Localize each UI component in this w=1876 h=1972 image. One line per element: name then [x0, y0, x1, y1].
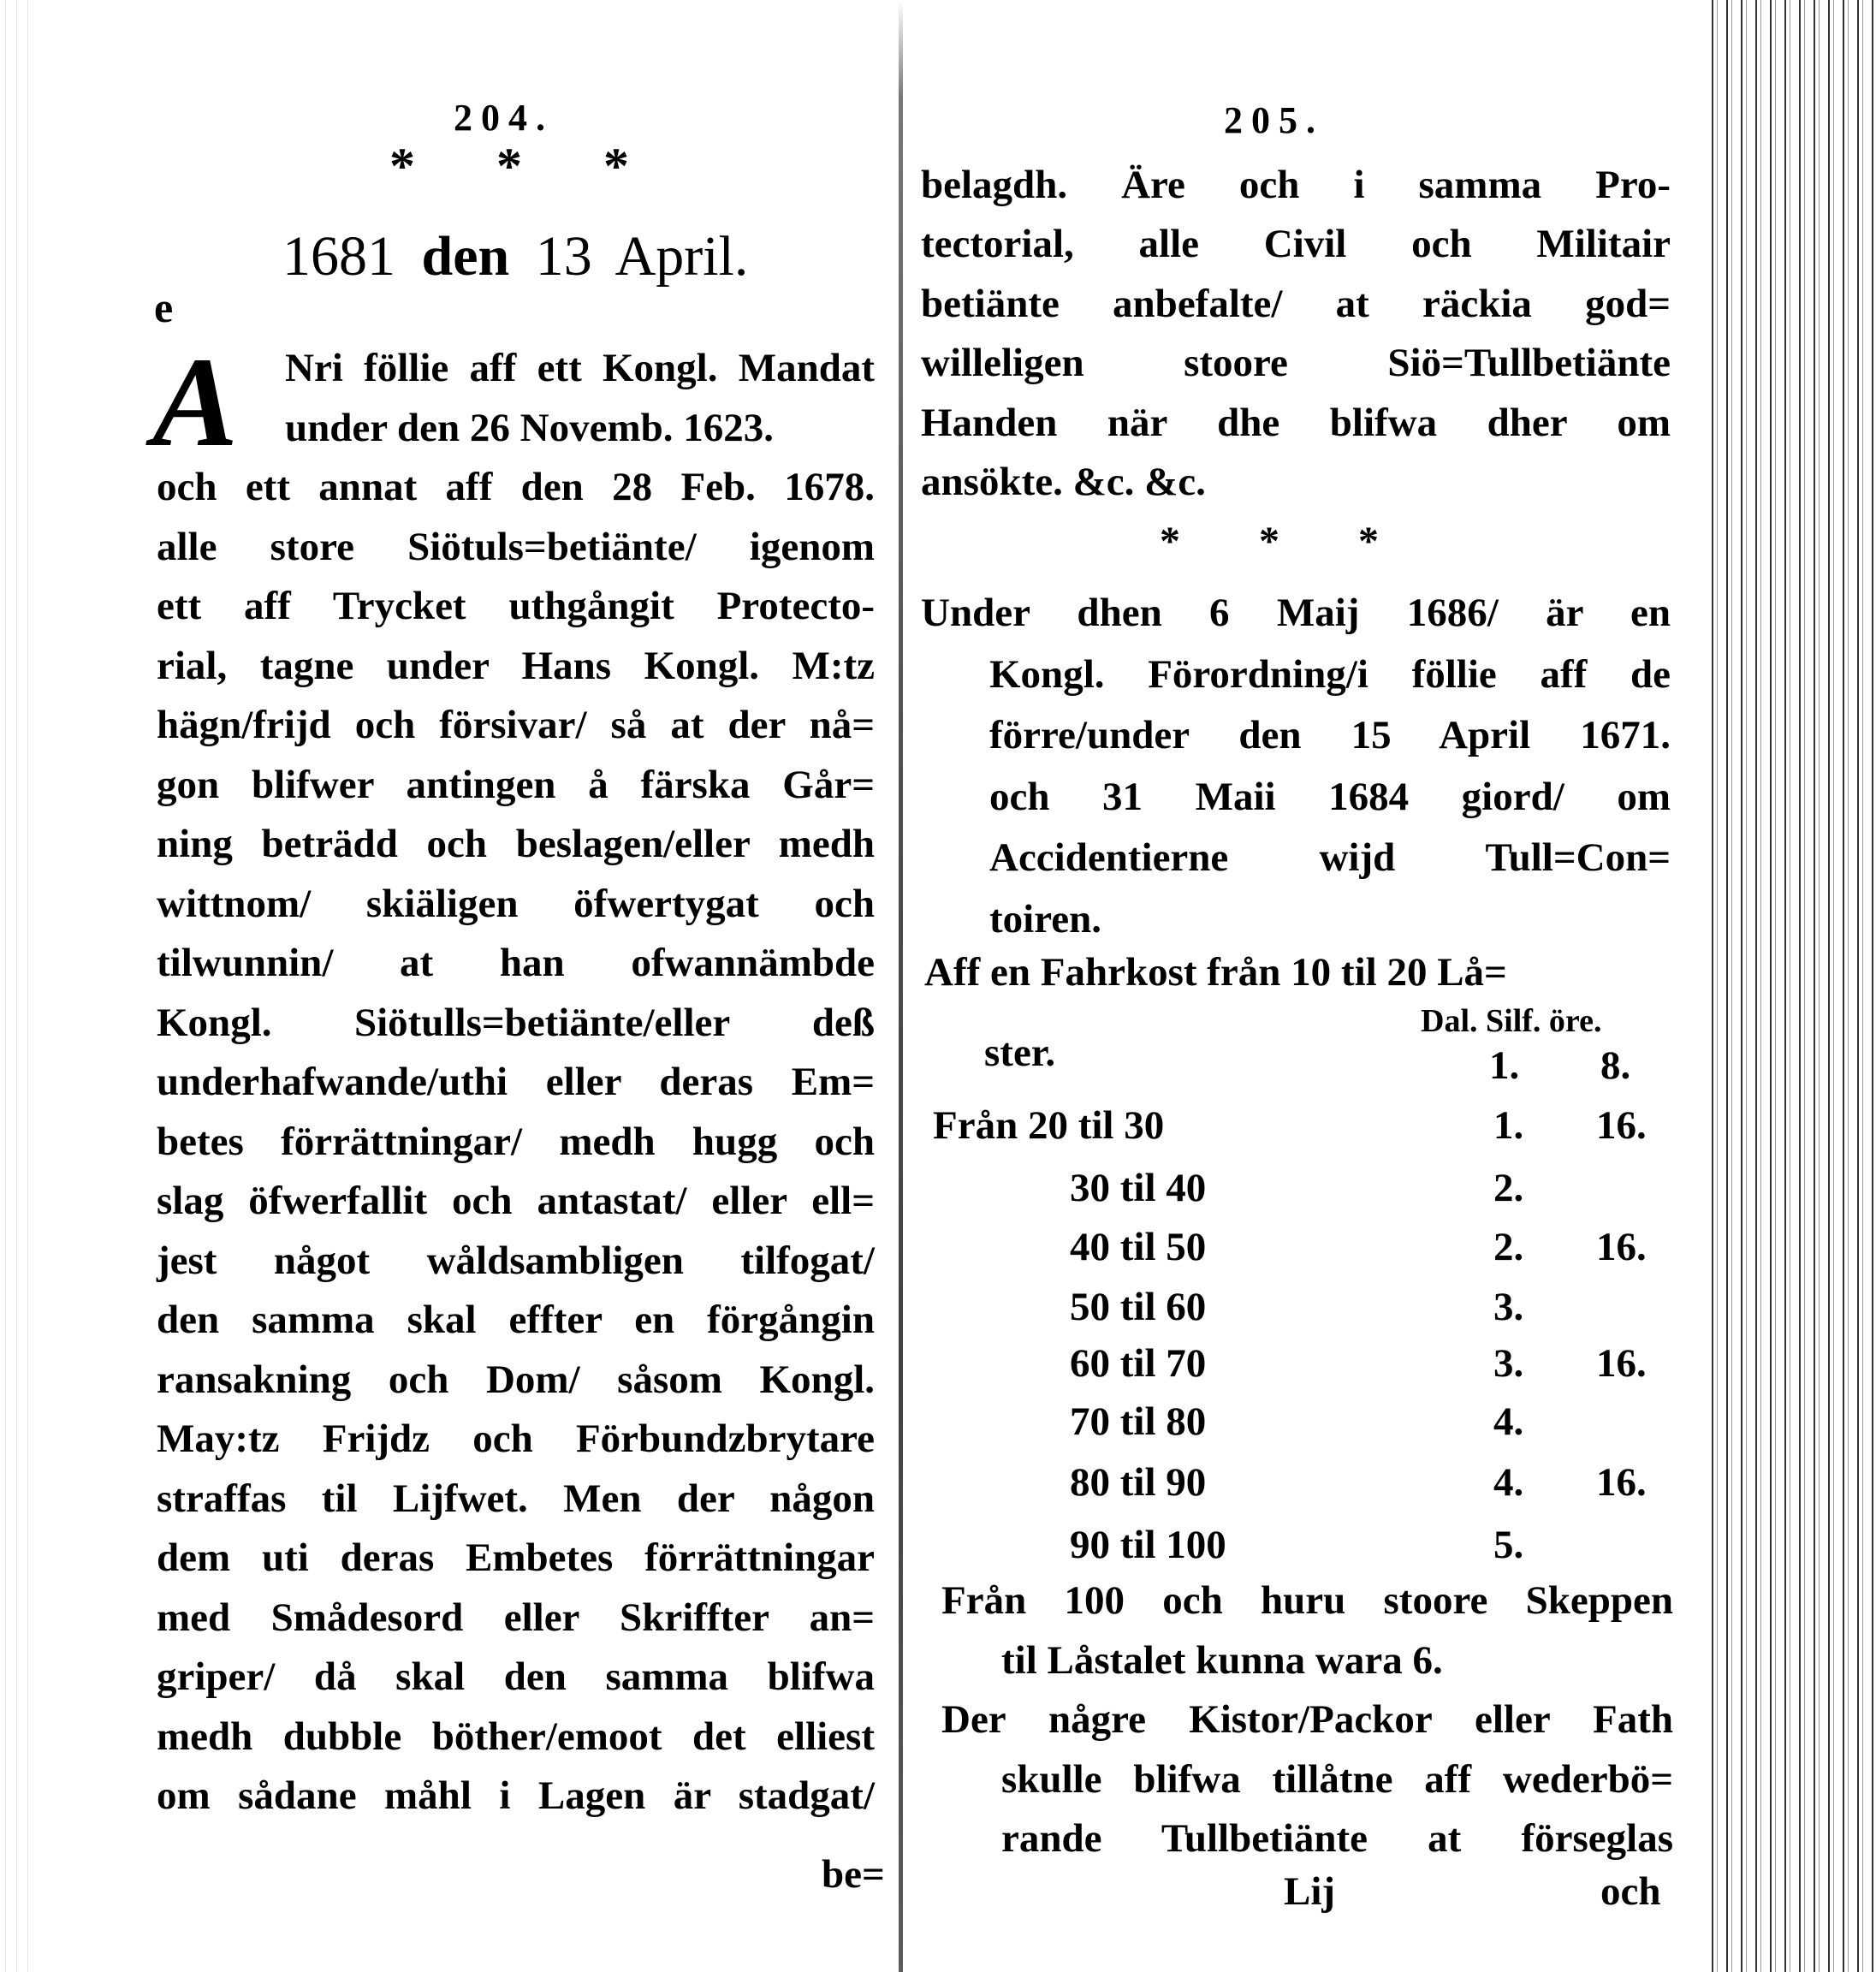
heading-den: den — [421, 225, 510, 288]
text-line: ett aff Trycket uthgångit Protecto- — [157, 584, 875, 628]
text-line: under den 26 Novemb. 1623. — [285, 405, 775, 450]
text-line: willeligen stoore Siö=Tullbetiänte — [921, 341, 1671, 386]
entry-heading — [282, 224, 748, 289]
table-row-range: 40 til 50 — [1070, 1225, 1207, 1269]
text-line: betes förrättningar/ medh hugg och — [157, 1119, 875, 1164]
table-row-daler: 5. — [1493, 1523, 1524, 1567]
text-line: alle store Siötuls=betiänte/ igenom — [157, 524, 875, 569]
book-spine — [899, 0, 903, 1972]
text-line: Kongl. Siötulls=betiänte/eller deß — [157, 1000, 875, 1045]
text-line: ransakning och Dom/ såsom Kongl. — [157, 1357, 875, 1402]
text-line: gon blifwer antingen å färska Går= — [157, 762, 875, 807]
table-row-range: 70 til 80 — [1070, 1399, 1207, 1444]
table-row-daler: 2. — [1493, 1166, 1524, 1210]
ornament-asterisks: * * * — [1160, 519, 1379, 564]
text-line: griper/ då skal den samma blifwa — [157, 1654, 875, 1699]
text-line: Under dhen 6 Maij 1686/ är en — [921, 591, 1671, 635]
catchword: och — [1600, 1869, 1661, 1914]
table-row-ore: 16. — [1596, 1225, 1647, 1269]
first-row-ore: 8. — [1600, 1043, 1631, 1088]
drop-cap: A — [152, 331, 239, 473]
text-line: tectorial, alle Civil och Militair — [921, 222, 1671, 267]
table-row-ore: 16. — [1596, 1103, 1647, 1148]
catchword: be= — [822, 1852, 885, 1897]
table-row-range: 80 til 90 — [1070, 1460, 1207, 1505]
text-line: Accidentierne wijd Tull=Con= — [989, 835, 1671, 881]
table-row-daler: 3. — [1493, 1285, 1524, 1329]
text-line: med Smådesord eller Skriffter an= — [157, 1595, 875, 1640]
table-row-range: 50 til 60 — [1070, 1285, 1207, 1329]
text-line: til Låstalet kunna wara 6. — [1001, 1638, 1443, 1683]
heading-year: 1681 — [282, 225, 395, 288]
table-row-range: 30 til 40 — [1070, 1166, 1207, 1210]
page-stack-edge — [1707, 0, 1876, 1972]
table-row-range: 90 til 100 — [1070, 1523, 1226, 1567]
text-line: toiren. — [989, 897, 1101, 941]
page-number: 204. — [454, 97, 554, 139]
text-line: underhafwande/uthi eller deras Em= — [157, 1060, 875, 1104]
text-line: Handen när dhe blifwa dher om — [921, 400, 1671, 445]
text-line: rial, tagne under Hans Kongl. M:tz — [157, 643, 875, 688]
text-line: Från 100 och huru stoore Skeppen — [941, 1578, 1673, 1623]
fare-intro-cont: ster. — [984, 1031, 1056, 1075]
text-line: och 31 Maii 1684 giord/ om — [989, 774, 1671, 819]
text-line: ansökte. &c. &c. — [921, 460, 1206, 504]
text-line: rande Tullbetiänte at förseglas — [1001, 1816, 1673, 1861]
table-row-daler: 4. — [1493, 1399, 1524, 1444]
text-line: May:tz Frijdz och Förbundzbrytare — [157, 1417, 875, 1461]
text-line: förre/under den 15 April 1671. — [989, 713, 1671, 758]
text-line: Der någre Kistor/Packor eller Fath — [941, 1697, 1673, 1742]
table-header: Dal. Silf. öre. — [1421, 1003, 1602, 1039]
text-line: jest något wåldsambligen tilfogat/ — [157, 1238, 875, 1283]
text-line: Nri föllie aff ett Kongl. Mandat — [285, 346, 875, 390]
fare-intro: Aff en Fahrkost från 10 til 20 Lå= — [924, 950, 1507, 995]
text-line: skulle blifwa tillåtne aff wederbö= — [1001, 1757, 1673, 1802]
heading-date: 13 April. — [535, 225, 749, 288]
text-line: belagdh. Äre och i samma Pro- — [921, 163, 1671, 207]
text-line: och ett annat aff den 28 Feb. 1678. — [157, 465, 875, 509]
text-line: den samma skal effter en förgångin — [157, 1298, 875, 1342]
signature-mark: Lij — [1284, 1869, 1336, 1914]
table-row-range: 60 til 70 — [1070, 1341, 1207, 1386]
text-line: straffas til Lijfwet. Men der någon — [157, 1476, 875, 1521]
table-row-daler: 2. — [1493, 1225, 1524, 1269]
table-row-range: Från 20 til 30 — [933, 1103, 1165, 1148]
drop-cap-mark: e — [154, 283, 174, 331]
table-row-ore: 16. — [1596, 1460, 1647, 1505]
ornament-asterisks: * * * — [389, 138, 629, 194]
page-number: 205. — [1224, 99, 1324, 141]
left-page-edge — [0, 0, 34, 1972]
text-line: om sådane måhl i Lagen är stadgat/ — [157, 1773, 875, 1818]
text-line: Kongl. Förordning/i föllie aff de — [989, 651, 1671, 697]
text-line: medh dubble böther/emoot det elliest — [157, 1714, 875, 1759]
table-row-daler: 4. — [1493, 1460, 1524, 1505]
text-line: tilwunnin/ at han ofwannämbde — [157, 941, 875, 985]
table-row-ore: 16. — [1596, 1341, 1647, 1386]
table-row-daler: 1. — [1493, 1103, 1524, 1148]
table-row-daler: 3. — [1493, 1341, 1524, 1386]
text-line: wittnom/ skiäligen öfwertygat och — [157, 881, 875, 926]
text-line: betiänte anbefalte/ at räckia god= — [921, 281, 1671, 326]
text-line: hägn/frijd och försivar/ så at der nå= — [157, 703, 875, 747]
text-line: slag öfwerfallit och antastat/ eller ell= — [157, 1179, 875, 1223]
text-line: ning beträdd och beslagen/eller medh — [157, 822, 875, 866]
first-row-daler: 1. — [1489, 1043, 1520, 1088]
text-line: dem uti deras Embetes förrättningar — [157, 1535, 875, 1580]
